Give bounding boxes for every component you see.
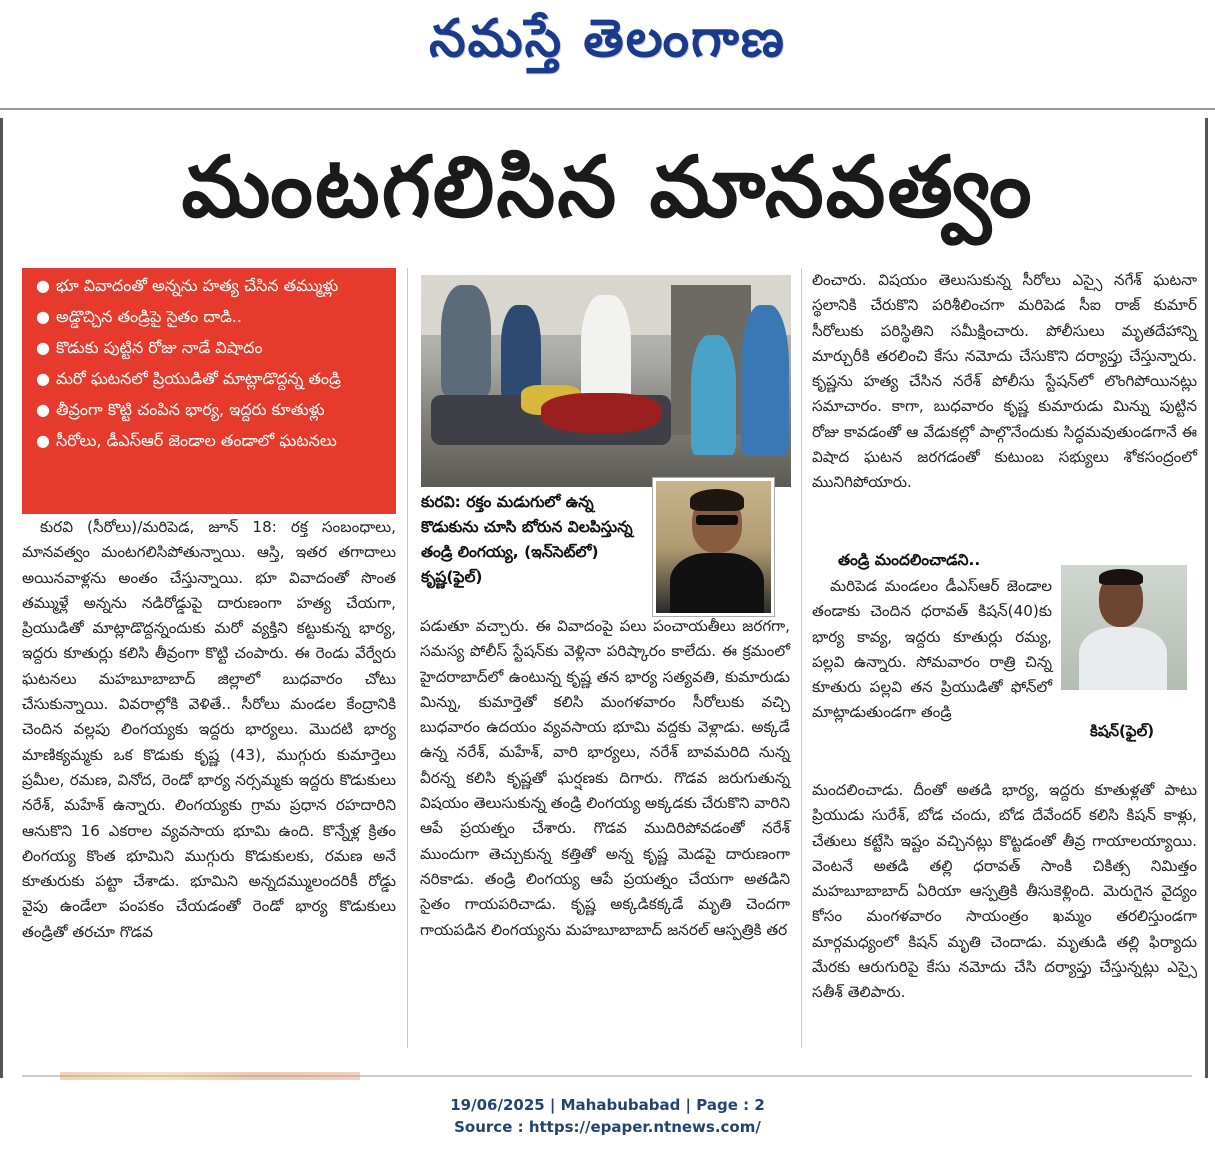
body-paragraph: కురవి (సీరోలు)/మరిపెడ, జూన్ 18: రక్త సంబంధాలు, మానవత్వం మంటగలిసిపోతున్నాయి. ఆస్తి, ఇతర తగాదాలు అయినవాళ్లను అంతం చేస్తున్నాయి. భూ వివాదంతో సొంత తమ్ముళ్లే అన్నను నడిరోడ్డుపై దారుణంగా హత్య చేయగా, ప్రియుడితో మాట్లాడొద్దన్నందుకు మరో వ్యక్తిని కట్టుకున్న భార్య, ఇద్దరు కూతుర్లు కలిసి తీవ్రంగా కొట్టి చంపారు. ఈ రెండు వేర్వేరు ఘటనలు మహబూబాబాద్ జిల్లాలో బుధవారం చోటు చేసుకున్నాయి. వివరాల్లోకి వెళితే.. సీరోలు మండల కేంద్రానికి చెందిన వల్లపు లింగయ్యకు ఇద్దరు భార్యలు. మొదటి భార్య మాణిక్యమ్మకు ఒక కొడుకు కృష్ణ (43), ముగ్గురు కుమార్తెలు ప్రమీల, రమణ, వినోద, రెండో భార్య నర్సమ్మకు ఇద్దరు కొడుకులు నరేశ్, మహేశ్ ఉన్నారు. లింగయ్యకు గ్రామ ప్రధాన రహదారిని ఆనుకొని 16 ఎకరాల వ్యవసాయ భూమి ఉంది. కొన్నేళ్ల క్రితం లింగయ్య కొంత భూమిని ముగ్గురు కొడుకులకు, రమణ అనే కూతురుకు పట్టా చేశాడు. భూమిని అన్నదమ్ములందరికీ రోడ్డు వైపు ఉండేలా పంపకం చేయడంతో రెండో భార్య కొడుకులు తండ్రితో తరచూ గొడవ (22, 518, 396, 941)
ad-strip (60, 1072, 360, 1080)
news-photo-hospital (421, 275, 791, 487)
masthead (0, 0, 1215, 108)
inset-photo-krishna (653, 478, 774, 616)
bullet-icon: ● (36, 338, 50, 357)
highlight-item: ● తీవ్రంగా కొట్టి చంపిన భార్య, ఇద్దరు కూతుళ్లు (32, 398, 386, 422)
column-divider (801, 268, 802, 1048)
body-paragraph: పడుతూ వచ్చారు. ఈ వివాదంపై పలు పంచాయతీలు జరగగా, సమస్య పోలీస్ స్టేషన్‌కు వెళ్లినా పరిష్కారం కాలేదు. ఈ క్రమంలో హైదరాబాద్‌లో ఉంటున్న కృష్ణ తన భార్య సత్యవతి, కుమారుడు మిన్ను, కుమార్తెతో కలిసి మంగళవారం సీరోలుకు వచ్చి బుధవారం ఉదయం వ్యవసాయ భూమి వద్దకు వెళ్లాడు. అక్కడే ఉన్న నరేశ్, మహేశ్, వారి భార్యలు, నరేశ్ బావమరిది నున్న వీరన్న కలిసి కృష్ణతో ఘర్షణకు దిగారు. గొడవ జరుగుతున్న విషయం తెలుసుకున్న తండ్రి లింగయ్య అక్కడకు చేరుకొని వారిని ఆపే ప్రయత్నం చేశారు. గొడవ ముదిరిపోవడంతో నరేశ్ ముందుగా తెచ్చుకున్న కత్తితో అన్న కృష్ణ మెడపై దారుణంగా నరికాడు. తండ్రి లింగయ్య ఆపే ప్రయత్నం చేయగా అతడిని సైతం గాయపరిచాడు. కృష్ణ అక్కడికక్కడే మృతి చెందగా గాయపడిన లింగయ్యను మహబూబాబాద్ జనరల్ ఆస్పత్రికి తర (420, 617, 790, 939)
photo-kishan (1061, 565, 1187, 690)
bullet-icon: ● (36, 369, 50, 388)
article-column-right-narrow (812, 574, 1052, 726)
page-frame-right (1205, 118, 1208, 1078)
highlight-item: ● సీరోలు, డీఎస్ఆర్ జెండాల తండాలో ఘటనలు (32, 429, 386, 453)
article-headline: మంటగలిసిన మానవత్వం (181, 138, 1034, 236)
article-column-middle (420, 614, 790, 943)
highlight-item: ● కొడుకు పుట్టిన రోజు నాడే విషాదం (32, 336, 386, 360)
highlights-box (22, 268, 396, 514)
photo-caption-kishan: కిషన్(ఫైల్) (1090, 722, 1155, 740)
bullet-icon: ● (36, 307, 50, 326)
masthead-divider (0, 108, 1215, 110)
footer-date-edition: 19/06/2025 | Mahabubabad | Page : 2 (450, 1096, 765, 1114)
highlight-item: ● భూ వివాదంతో అన్నను హత్య చేసిన తమ్ముళ్లు (32, 274, 386, 298)
column-divider (407, 268, 408, 1048)
newspaper-logo: నమస్తే తెలంగాణ (429, 8, 786, 69)
body-paragraph: మందలించాడు. దీంతో అతడి భార్య, ఇద్దరు కూతుళ్లతో పాటు ప్రియుడు సురేశ్, బోడ చందు, బోడ దేవేందర్ కలిసి కిషన్ కాళ్లు, చేతులు కట్టేసి ఇష్టం వచ్చినట్లు కొట్టడంతో తీవ్ర గాయాలయ్యాయి. వెంటనే అతడి తల్లి ధరావత్ సాంకి చికిత్స నిమిత్తం మహబూబాబాద్ ఏరియా ఆస్పత్రికి తీసుకెళ్లింది. మెరుగైన వైద్యం కోసం మంగళవారం సాయంత్రం ఖమ్మం తరలిస్తుండగా మార్గమధ్యంలో కిషన్ మృతి చెందాడు. మృతుడి తల్లి ఫిర్యాదు మేరకు ఆరుగురిపై కేసు నమోదు చేసి దర్యాప్తు చేస్తున్నట్లు ఎస్సై సతీశ్ తెలిపారు. (812, 781, 1197, 1002)
footer-source-link[interactable]: Source : https://epaper.ntnews.com/ (454, 1118, 761, 1136)
body-paragraph: లించారు. విషయం తెలుసుకున్న సీరోలు ఎస్సై నగేశ్ ఘటనా స్థలానికి చేరుకొని పరిశీలించగా మరిపెడ సీఐ రాజ్ కుమార్ సీరోలుకు పరిస్థితిని సమీక్షించారు. పోలీసులు మృతదేహాన్ని మార్చురీకి తరలించి కేసు నమోదు చేసుకొని దర్యాప్తు చేస్తున్నారు. కృష్ణను హత్య చేసిన నరేశ్ పోలీసు స్టేషన్‌లో లొంగిపోయినట్లు సమాచారం. కాగా, బుధవారం కృష్ణ కుమారుడు మిన్ను పుట్టిన రోజు కావడంతో ఆ వేడుకల్లో పాల్గొనేందుకు సిద్ధమవుతుండగానే ఈ విషాద ఘటన జరగడంతో కుటుంబ సభ్యులు శోకసంద్రంలో మునిగిపోయారు. (812, 271, 1197, 492)
page-footer (0, 1094, 1215, 1138)
article-column-left (22, 515, 396, 945)
bullet-icon: ● (36, 276, 50, 295)
highlight-item: ● అడ్డొచ్చిన తండ్రిపై సైతం దాడి.. (32, 305, 386, 329)
article-column-right-bottom (812, 778, 1197, 1006)
article-column-right-top (812, 268, 1197, 496)
highlight-item: ● మరో ఘటనలో ప్రియుడితో మాట్లాడొద్దన్న తండ్రి (32, 367, 386, 391)
page-frame-left (0, 118, 3, 1078)
bullet-icon: ● (36, 431, 50, 450)
body-paragraph: మరిపెడ మండలం డీఎస్ఆర్ జెండాల తండాకు చెందిన ధరావత్ కిషన్(40)కు భార్య కావ్య, ఇద్దరు కూతుర్లు రమ్య, పల్లవి ఉన్నారు. సోమవారం రాత్రి చిన్న కూతురు పల్లవి తన ప్రియుడితో ఫోన్‌లో మాట్లాడుతుండగా తండ్రి (812, 577, 1052, 722)
section-subhead: తండ్రి మందలించాడని.. (838, 551, 981, 569)
bullet-icon: ● (36, 400, 50, 419)
photo-caption: కురవి: రక్తం మడుగులో ఉన్న కొడుకును చూసి బోరున విలపిస్తున్న తండ్రి లింగయ్య, (ఇన్‌సెట్‌లో) కృష్ణ(ఫైల్) (421, 493, 633, 586)
